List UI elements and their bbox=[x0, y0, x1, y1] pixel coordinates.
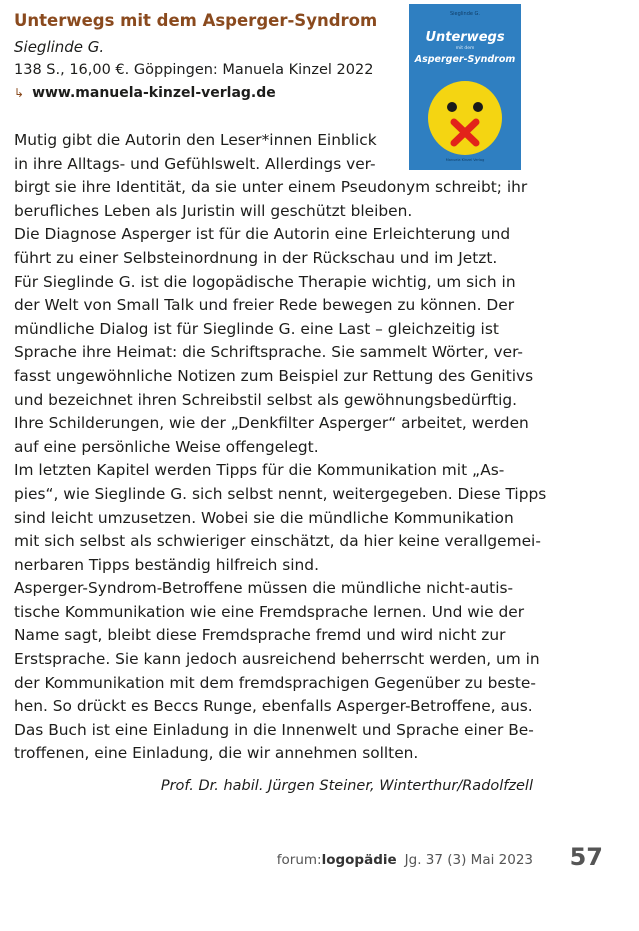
review-title: Unterwegs mit dem Asperger-Syndrom bbox=[14, 11, 378, 30]
body-text-line: tische Kommunikation wie eine Fremdsprache lernen. Und wie der bbox=[14, 602, 525, 621]
cover-title-line1: Unterwegs bbox=[425, 30, 505, 45]
body-text-line: birgt sie ihre Identität, da sie unter einem Pseudonym schreibt; ihr bbox=[14, 178, 528, 197]
body-text-line: Sprache ihre Heimat: die Schriftsprache. Sie sammelt Wörter, ver- bbox=[14, 343, 523, 362]
body-text-line: in ihre Alltags- und Gefühlswelt. Allerdings ver- bbox=[14, 154, 376, 173]
journal-prefix: forum: bbox=[276, 852, 322, 868]
cover-author: Sieglinde G. bbox=[449, 11, 481, 17]
body-text-line: mündliche Dialog ist für Sieglinde G. eine Last – gleichzeitig ist bbox=[14, 319, 499, 338]
cover-title-line3: Asperger-Syndrom bbox=[414, 54, 516, 65]
cover-title-line2: mit dem bbox=[455, 46, 475, 51]
body-text-line: sind leicht umzusetzen. Wobei sie die mündliche Kommunikation bbox=[14, 508, 514, 527]
body-text-line: Im letzten Kapitel werden Tipps für die Kommunikation mit „As- bbox=[14, 461, 505, 480]
journal-name: logopädie bbox=[321, 852, 397, 868]
publication-info: 138 S., 16,00 €. Göppingen: Manuela Kinzel 2022 bbox=[14, 62, 374, 78]
link-arrow-icon: ↳ bbox=[14, 86, 25, 100]
publisher-link-row[interactable] bbox=[14, 85, 276, 101]
body-text-line: Asperger-Syndrom-Betroffene müssen die mündliche nicht-autis- bbox=[14, 579, 514, 598]
cover-publisher: Manuela Kinzel Verlag bbox=[445, 158, 485, 162]
body-text-line: pies“, wie Sieglinde G. sich selbst nennt, weitergegeben. Diese Tipps bbox=[14, 484, 547, 503]
body-text-line: Ihre Schilderungen, wie der „Denkfilter Asperger“ arbeitet, werden bbox=[14, 414, 529, 433]
body-text-line: troffenen, eine Einladung, die wir annehmen sollten. bbox=[14, 744, 419, 763]
body-text-line: und bezeichnet ihren Schreibstil selbst als gewöhnungsbedürftig. bbox=[14, 390, 518, 409]
body-text-line: der Kommunikation mit dem fremdsprachigen Gegenüber zu beste- bbox=[14, 673, 536, 692]
body-text-line: Erstsprache. Sie kann jedoch ausreichend beherrscht werden, um in bbox=[14, 650, 540, 669]
journal-issue: Jg. 37 (3) Mai 2023 bbox=[404, 852, 533, 868]
review-body bbox=[14, 129, 547, 766]
body-text-line: hen. So drückt es Beccs Runge, ebenfalls Asperger-Betroffene, aus. bbox=[14, 697, 533, 716]
body-text-line: Name sagt, bleibt diese Fremdsprache fremd und wird nicht zur bbox=[14, 626, 506, 645]
body-text-line: der Welt von Small Talk und freier Rede bewegen zu können. Der bbox=[14, 296, 515, 315]
body-text-line: nerbaren Tipps beständig hilfreich sind. bbox=[14, 555, 319, 574]
body-text-line: mit sich selbst als schwieriger einschätzt, da hier keine verallgemei- bbox=[14, 532, 541, 551]
body-text-line: Die Diagnose Asperger ist für die Autorin eine Erleichterung und bbox=[14, 225, 511, 244]
review-author: Sieglinde G. bbox=[14, 38, 105, 56]
body-text-line: berufliches Leben als Juristin will geschützt bleiben. bbox=[14, 201, 413, 220]
body-text-line: auf eine persönliche Weise offengelegt. bbox=[14, 437, 319, 456]
body-text-line: Für Sieglinde G. ist die logopädische Therapie wichtig, um sich in bbox=[14, 272, 516, 291]
body-text-line: führt zu einer Selbsteinordnung in der Rückschau und im Jetzt. bbox=[14, 248, 498, 267]
page-number: 57 bbox=[569, 843, 603, 871]
reviewer-signature: Prof. Dr. habil. Jürgen Steiner, Winterthur/Radolfzell bbox=[160, 778, 533, 794]
body-text-line: Das Buch ist eine Einladung in die Innenwelt und Sprache einer Be- bbox=[14, 720, 534, 739]
body-text-line: fasst ungewöhnliche Notizen zum Beispiel zur Rettung des Genitivs bbox=[14, 366, 534, 385]
publisher-url[interactable]: www.manuela-kinzel-verlag.de bbox=[32, 85, 276, 101]
body-text-line: Mutig gibt die Autorin den Leser*innen Einblick bbox=[14, 131, 377, 149]
journal-footer bbox=[277, 852, 533, 868]
